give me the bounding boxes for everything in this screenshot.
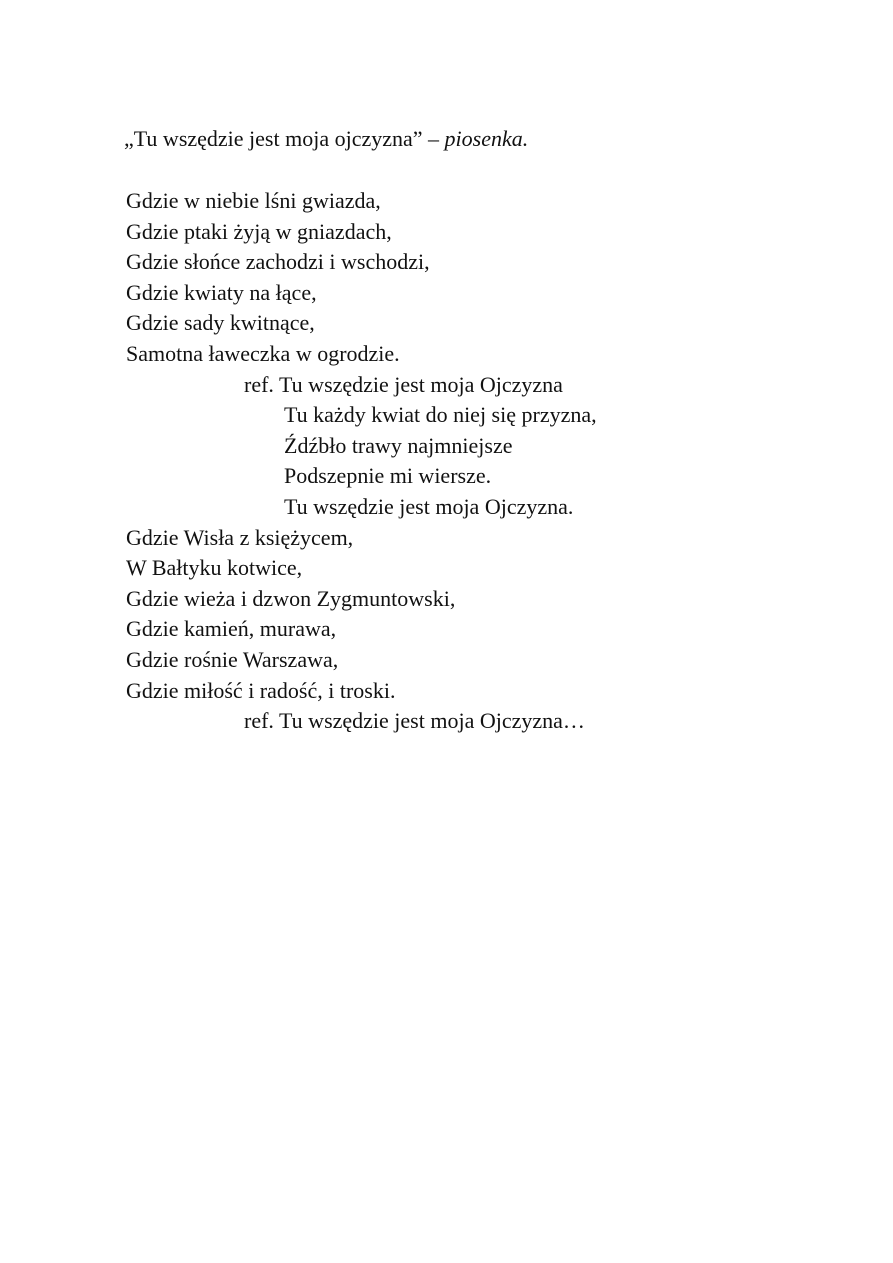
refrain-line: Źdźbło trawy najmniejsze: [284, 432, 513, 458]
stanza1-line: Gdzie sady kwitnące,: [126, 310, 315, 336]
refrain-line: Podszepnie mi wiersze.: [284, 463, 492, 489]
refrain-line: Tu każdy kwiat do niej się przyzna,: [284, 402, 597, 428]
stanza1-line: Gdzie ptaki żyją w gniazdach,: [126, 218, 392, 244]
stanza1-line: Gdzie w niebie lśni gwiazda,: [126, 188, 381, 213]
stanza2-line: Gdzie rośnie Warszawa,: [126, 646, 339, 672]
stanza2-line: Gdzie wieża i dzwon Zygmuntowski,: [126, 585, 456, 611]
stanza2-line: Gdzie miłość i radość, i troski.: [126, 677, 396, 703]
stanza1-line: Gdzie słońce zachodzi i wschodzi,: [126, 249, 430, 275]
stanza2-line: W Bałtyku kotwice,: [126, 555, 303, 581]
refrain-line: Tu wszędzie jest moja Ojczyzna.: [284, 493, 574, 519]
stanza1-line: Samotna ławeczka w ogrodzie.: [126, 340, 400, 366]
refrain-first-line: ref. Tu wszędzie jest moja Ojczyzna: [244, 371, 563, 397]
title-dash: –: [422, 126, 445, 151]
title-subtitle: piosenka.: [444, 126, 529, 151]
stanza2-line: Gdzie kamień, murawa,: [126, 616, 337, 642]
poem-title: [124, 124, 528, 154]
poem-body: [126, 186, 597, 737]
refrain-repeat-line: ref. Tu wszędzie jest moja Ojczyzna…: [244, 708, 585, 734]
stanza1-line: Gdzie kwiaty na łące,: [126, 279, 317, 305]
stanza2-line: Gdzie Wisła z księżycem,: [126, 524, 354, 550]
title-text: „Tu wszędzie jest moja ojczyzna”: [124, 126, 423, 151]
